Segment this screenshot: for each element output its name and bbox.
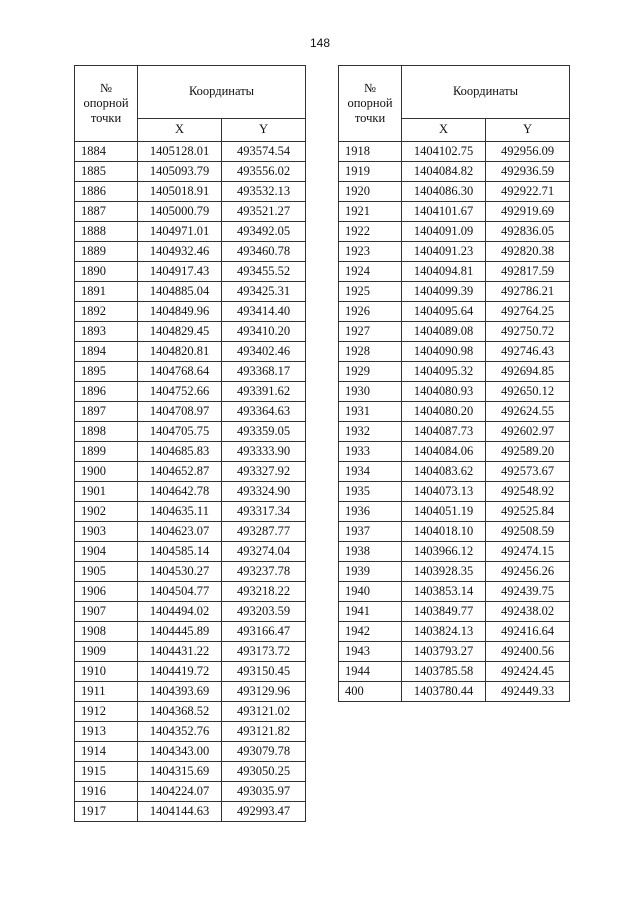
table-row bbox=[339, 162, 570, 182]
y-coordinate-cell: 492750.72 bbox=[486, 322, 570, 342]
table-row bbox=[339, 262, 570, 282]
header-point-number-text: № опорной точки bbox=[347, 81, 393, 125]
coordinates-table-right bbox=[338, 65, 570, 702]
y-coordinate-cell: 492820.38 bbox=[486, 242, 570, 262]
point-number-cell: 1927 bbox=[339, 322, 402, 342]
x-coordinate-cell: 1403849.77 bbox=[402, 602, 486, 622]
x-coordinate-cell: 1404089.08 bbox=[402, 322, 486, 342]
header-point-number bbox=[75, 66, 138, 142]
y-coordinate-cell: 493324.90 bbox=[222, 482, 306, 502]
point-number-cell: 1910 bbox=[75, 662, 138, 682]
table-row bbox=[75, 542, 306, 562]
x-coordinate-cell: 1404652.87 bbox=[138, 462, 222, 482]
table-row bbox=[75, 782, 306, 802]
table-row bbox=[75, 482, 306, 502]
table-row bbox=[75, 342, 306, 362]
table-row bbox=[75, 362, 306, 382]
y-coordinate-cell: 493532.13 bbox=[222, 182, 306, 202]
y-coordinate-cell: 493287.77 bbox=[222, 522, 306, 542]
x-coordinate-cell: 1404635.11 bbox=[138, 502, 222, 522]
y-coordinate-cell: 493402.46 bbox=[222, 342, 306, 362]
y-coordinate-cell: 493327.92 bbox=[222, 462, 306, 482]
y-coordinate-cell: 492439.75 bbox=[486, 582, 570, 602]
point-number-cell: 1937 bbox=[339, 522, 402, 542]
y-coordinate-cell: 493425.31 bbox=[222, 282, 306, 302]
point-number-cell: 1944 bbox=[339, 662, 402, 682]
table-row bbox=[75, 642, 306, 662]
x-coordinate-cell: 1404393.69 bbox=[138, 682, 222, 702]
point-number-cell: 1899 bbox=[75, 442, 138, 462]
table-row bbox=[339, 682, 570, 702]
x-coordinate-cell: 1404932.46 bbox=[138, 242, 222, 262]
point-number-cell: 1891 bbox=[75, 282, 138, 302]
table-row bbox=[75, 462, 306, 482]
x-coordinate-cell: 1404494.02 bbox=[138, 602, 222, 622]
x-coordinate-cell: 1404101.67 bbox=[402, 202, 486, 222]
point-number-cell: 1892 bbox=[75, 302, 138, 322]
y-coordinate-cell: 493410.20 bbox=[222, 322, 306, 342]
y-coordinate-cell: 493359.05 bbox=[222, 422, 306, 442]
x-coordinate-cell: 1403780.44 bbox=[402, 682, 486, 702]
x-coordinate-cell: 1404705.75 bbox=[138, 422, 222, 442]
x-coordinate-cell: 1404368.52 bbox=[138, 702, 222, 722]
y-coordinate-cell: 492474.15 bbox=[486, 542, 570, 562]
table-row bbox=[75, 162, 306, 182]
table-row bbox=[75, 502, 306, 522]
point-number-cell: 1908 bbox=[75, 622, 138, 642]
point-number-cell: 1929 bbox=[339, 362, 402, 382]
table-row bbox=[75, 762, 306, 782]
y-coordinate-cell: 492508.59 bbox=[486, 522, 570, 542]
point-number-cell: 1896 bbox=[75, 382, 138, 402]
point-number-cell: 1920 bbox=[339, 182, 402, 202]
y-coordinate-cell: 493173.72 bbox=[222, 642, 306, 662]
point-number-cell: 1911 bbox=[75, 682, 138, 702]
point-number-cell: 1884 bbox=[75, 142, 138, 162]
x-coordinate-cell: 1404091.23 bbox=[402, 242, 486, 262]
x-coordinate-cell: 1404343.00 bbox=[138, 742, 222, 762]
table-row bbox=[75, 722, 306, 742]
table-row bbox=[75, 582, 306, 602]
y-coordinate-cell: 493492.05 bbox=[222, 222, 306, 242]
x-coordinate-cell: 1404315.69 bbox=[138, 762, 222, 782]
x-coordinate-cell: 1404419.72 bbox=[138, 662, 222, 682]
x-coordinate-cell: 1404095.32 bbox=[402, 362, 486, 382]
x-coordinate-cell: 1404708.97 bbox=[138, 402, 222, 422]
y-coordinate-cell: 493460.78 bbox=[222, 242, 306, 262]
table-row bbox=[339, 462, 570, 482]
point-number-cell: 1890 bbox=[75, 262, 138, 282]
x-coordinate-cell: 1404018.10 bbox=[402, 522, 486, 542]
y-coordinate-cell: 492573.67 bbox=[486, 462, 570, 482]
y-coordinate-cell: 493333.90 bbox=[222, 442, 306, 462]
x-coordinate-cell: 1405000.79 bbox=[138, 202, 222, 222]
x-coordinate-cell: 1404849.96 bbox=[138, 302, 222, 322]
x-coordinate-cell: 1404051.19 bbox=[402, 502, 486, 522]
point-number-cell: 1939 bbox=[339, 562, 402, 582]
header-coordinates: Координаты bbox=[402, 66, 570, 119]
point-number-cell: 1907 bbox=[75, 602, 138, 622]
x-coordinate-cell: 1404073.13 bbox=[402, 482, 486, 502]
table-row bbox=[75, 242, 306, 262]
y-coordinate-cell: 493274.04 bbox=[222, 542, 306, 562]
point-number-cell: 400 bbox=[339, 682, 402, 702]
x-coordinate-cell: 1403793.27 bbox=[402, 642, 486, 662]
point-number-cell: 1889 bbox=[75, 242, 138, 262]
point-number-cell: 1917 bbox=[75, 802, 138, 822]
y-coordinate-cell: 493521.27 bbox=[222, 202, 306, 222]
y-coordinate-cell: 493035.97 bbox=[222, 782, 306, 802]
table-row bbox=[75, 562, 306, 582]
x-coordinate-cell: 1404431.22 bbox=[138, 642, 222, 662]
x-coordinate-cell: 1404820.81 bbox=[138, 342, 222, 362]
point-number-cell: 1915 bbox=[75, 762, 138, 782]
x-coordinate-cell: 1404090.98 bbox=[402, 342, 486, 362]
point-number-cell: 1894 bbox=[75, 342, 138, 362]
point-number-cell: 1935 bbox=[339, 482, 402, 502]
table-row bbox=[339, 502, 570, 522]
table-row bbox=[339, 542, 570, 562]
y-coordinate-cell: 492956.09 bbox=[486, 142, 570, 162]
point-number-cell: 1900 bbox=[75, 462, 138, 482]
table-row bbox=[75, 302, 306, 322]
point-number-cell: 1893 bbox=[75, 322, 138, 342]
table-row bbox=[339, 642, 570, 662]
table-row bbox=[339, 602, 570, 622]
y-coordinate-cell: 492836.05 bbox=[486, 222, 570, 242]
y-coordinate-cell: 493121.82 bbox=[222, 722, 306, 742]
y-coordinate-cell: 493556.02 bbox=[222, 162, 306, 182]
table-row bbox=[75, 682, 306, 702]
y-coordinate-cell: 493203.59 bbox=[222, 602, 306, 622]
x-coordinate-cell: 1403966.12 bbox=[402, 542, 486, 562]
y-coordinate-cell: 492456.26 bbox=[486, 562, 570, 582]
point-number-cell: 1885 bbox=[75, 162, 138, 182]
y-coordinate-cell: 493317.34 bbox=[222, 502, 306, 522]
y-coordinate-cell: 492525.84 bbox=[486, 502, 570, 522]
y-coordinate-cell: 493237.78 bbox=[222, 562, 306, 582]
y-coordinate-cell: 492449.33 bbox=[486, 682, 570, 702]
x-coordinate-cell: 1404530.27 bbox=[138, 562, 222, 582]
x-coordinate-cell: 1404091.09 bbox=[402, 222, 486, 242]
table-row bbox=[75, 402, 306, 422]
table-row bbox=[339, 622, 570, 642]
table-row bbox=[339, 222, 570, 242]
x-coordinate-cell: 1404099.39 bbox=[402, 282, 486, 302]
x-coordinate-cell: 1403785.58 bbox=[402, 662, 486, 682]
y-coordinate-cell: 492438.02 bbox=[486, 602, 570, 622]
table-row bbox=[339, 142, 570, 162]
x-coordinate-cell: 1404102.75 bbox=[402, 142, 486, 162]
point-number-cell: 1901 bbox=[75, 482, 138, 502]
header-y: Y bbox=[222, 118, 306, 141]
x-coordinate-cell: 1403824.13 bbox=[402, 622, 486, 642]
y-coordinate-cell: 493368.17 bbox=[222, 362, 306, 382]
table-row bbox=[75, 382, 306, 402]
point-number-cell: 1933 bbox=[339, 442, 402, 462]
table-row bbox=[339, 242, 570, 262]
y-coordinate-cell: 493391.62 bbox=[222, 382, 306, 402]
point-number-cell: 1902 bbox=[75, 502, 138, 522]
x-coordinate-cell: 1405093.79 bbox=[138, 162, 222, 182]
x-coordinate-cell: 1404971.01 bbox=[138, 222, 222, 242]
y-coordinate-cell: 493121.02 bbox=[222, 702, 306, 722]
y-coordinate-cell: 492400.56 bbox=[486, 642, 570, 662]
point-number-cell: 1903 bbox=[75, 522, 138, 542]
table-body-left bbox=[75, 142, 306, 822]
point-number-cell: 1897 bbox=[75, 402, 138, 422]
table-row bbox=[75, 182, 306, 202]
table-row bbox=[75, 142, 306, 162]
header-point-number bbox=[339, 66, 402, 142]
point-number-cell: 1906 bbox=[75, 582, 138, 602]
table-row bbox=[75, 602, 306, 622]
table-row bbox=[339, 482, 570, 502]
x-coordinate-cell: 1405128.01 bbox=[138, 142, 222, 162]
point-number-cell: 1898 bbox=[75, 422, 138, 442]
table-row bbox=[75, 422, 306, 442]
y-coordinate-cell: 492650.12 bbox=[486, 382, 570, 402]
y-coordinate-cell: 492624.55 bbox=[486, 402, 570, 422]
table-row bbox=[339, 342, 570, 362]
page-number: 148 bbox=[309, 36, 331, 50]
y-coordinate-cell: 492424.45 bbox=[486, 662, 570, 682]
point-number-cell: 1923 bbox=[339, 242, 402, 262]
y-coordinate-cell: 493079.78 bbox=[222, 742, 306, 762]
point-number-cell: 1922 bbox=[339, 222, 402, 242]
point-number-cell: 1887 bbox=[75, 202, 138, 222]
point-number-cell: 1895 bbox=[75, 362, 138, 382]
x-coordinate-cell: 1404752.66 bbox=[138, 382, 222, 402]
x-coordinate-cell: 1404086.30 bbox=[402, 182, 486, 202]
y-coordinate-cell: 492548.92 bbox=[486, 482, 570, 502]
y-coordinate-cell: 492694.85 bbox=[486, 362, 570, 382]
x-coordinate-cell: 1404094.81 bbox=[402, 262, 486, 282]
table-row bbox=[75, 742, 306, 762]
point-number-cell: 1886 bbox=[75, 182, 138, 202]
table-body-right bbox=[339, 142, 570, 702]
point-number-cell: 1940 bbox=[339, 582, 402, 602]
x-coordinate-cell: 1404623.07 bbox=[138, 522, 222, 542]
table-row bbox=[75, 522, 306, 542]
table-row bbox=[339, 362, 570, 382]
y-coordinate-cell: 492416.64 bbox=[486, 622, 570, 642]
point-number-cell: 1918 bbox=[339, 142, 402, 162]
point-number-cell: 1921 bbox=[339, 202, 402, 222]
point-number-cell: 1912 bbox=[75, 702, 138, 722]
x-coordinate-cell: 1404080.20 bbox=[402, 402, 486, 422]
point-number-cell: 1934 bbox=[339, 462, 402, 482]
table-row bbox=[75, 202, 306, 222]
table-row bbox=[339, 202, 570, 222]
header-x: X bbox=[402, 118, 486, 141]
x-coordinate-cell: 1404768.64 bbox=[138, 362, 222, 382]
x-coordinate-cell: 1404084.06 bbox=[402, 442, 486, 462]
x-coordinate-cell: 1404224.07 bbox=[138, 782, 222, 802]
coordinates-table-left bbox=[74, 65, 306, 822]
header-y: Y bbox=[486, 118, 570, 141]
point-number-cell: 1905 bbox=[75, 562, 138, 582]
table-row bbox=[75, 282, 306, 302]
table-row bbox=[339, 422, 570, 442]
y-coordinate-cell: 493574.54 bbox=[222, 142, 306, 162]
y-coordinate-cell: 492602.97 bbox=[486, 422, 570, 442]
table-row bbox=[339, 282, 570, 302]
y-coordinate-cell: 492993.47 bbox=[222, 802, 306, 822]
table-row bbox=[339, 582, 570, 602]
table-row bbox=[75, 622, 306, 642]
y-coordinate-cell: 493150.45 bbox=[222, 662, 306, 682]
table-row bbox=[75, 702, 306, 722]
point-number-cell: 1930 bbox=[339, 382, 402, 402]
point-number-cell: 1926 bbox=[339, 302, 402, 322]
x-coordinate-cell: 1404352.76 bbox=[138, 722, 222, 742]
point-number-cell: 1909 bbox=[75, 642, 138, 662]
y-coordinate-cell: 493166.47 bbox=[222, 622, 306, 642]
header-point-number-text: № опорной точки bbox=[83, 81, 129, 125]
x-coordinate-cell: 1404144.63 bbox=[138, 802, 222, 822]
y-coordinate-cell: 493364.63 bbox=[222, 402, 306, 422]
table-row bbox=[75, 802, 306, 822]
point-number-cell: 1919 bbox=[339, 162, 402, 182]
y-coordinate-cell: 492936.59 bbox=[486, 162, 570, 182]
y-coordinate-cell: 493218.22 bbox=[222, 582, 306, 602]
point-number-cell: 1888 bbox=[75, 222, 138, 242]
x-coordinate-cell: 1404917.43 bbox=[138, 262, 222, 282]
header-coordinates: Координаты bbox=[138, 66, 306, 119]
table-row bbox=[339, 402, 570, 422]
y-coordinate-cell: 493129.96 bbox=[222, 682, 306, 702]
y-coordinate-cell: 492589.20 bbox=[486, 442, 570, 462]
table-row bbox=[339, 522, 570, 542]
point-number-cell: 1931 bbox=[339, 402, 402, 422]
y-coordinate-cell: 492919.69 bbox=[486, 202, 570, 222]
point-number-cell: 1904 bbox=[75, 542, 138, 562]
y-coordinate-cell: 492746.43 bbox=[486, 342, 570, 362]
x-coordinate-cell: 1404885.04 bbox=[138, 282, 222, 302]
table-row bbox=[75, 222, 306, 242]
point-number-cell: 1924 bbox=[339, 262, 402, 282]
table-row bbox=[339, 182, 570, 202]
table-row bbox=[75, 322, 306, 342]
point-number-cell: 1916 bbox=[75, 782, 138, 802]
x-coordinate-cell: 1404445.89 bbox=[138, 622, 222, 642]
y-coordinate-cell: 493050.25 bbox=[222, 762, 306, 782]
point-number-cell: 1942 bbox=[339, 622, 402, 642]
table-row bbox=[75, 442, 306, 462]
x-coordinate-cell: 1404095.64 bbox=[402, 302, 486, 322]
point-number-cell: 1936 bbox=[339, 502, 402, 522]
x-coordinate-cell: 1404585.14 bbox=[138, 542, 222, 562]
x-coordinate-cell: 1404084.82 bbox=[402, 162, 486, 182]
table-row bbox=[339, 302, 570, 322]
table-row bbox=[339, 322, 570, 342]
point-number-cell: 1938 bbox=[339, 542, 402, 562]
y-coordinate-cell: 492764.25 bbox=[486, 302, 570, 322]
point-number-cell: 1928 bbox=[339, 342, 402, 362]
x-coordinate-cell: 1404083.62 bbox=[402, 462, 486, 482]
table-row bbox=[339, 442, 570, 462]
x-coordinate-cell: 1403853.14 bbox=[402, 582, 486, 602]
x-coordinate-cell: 1404829.45 bbox=[138, 322, 222, 342]
point-number-cell: 1914 bbox=[75, 742, 138, 762]
x-coordinate-cell: 1404504.77 bbox=[138, 582, 222, 602]
point-number-cell: 1913 bbox=[75, 722, 138, 742]
table-row bbox=[339, 662, 570, 682]
header-x: X bbox=[138, 118, 222, 141]
x-coordinate-cell: 1403928.35 bbox=[402, 562, 486, 582]
point-number-cell: 1932 bbox=[339, 422, 402, 442]
y-coordinate-cell: 493455.52 bbox=[222, 262, 306, 282]
x-coordinate-cell: 1404685.83 bbox=[138, 442, 222, 462]
point-number-cell: 1943 bbox=[339, 642, 402, 662]
table-row bbox=[339, 562, 570, 582]
y-coordinate-cell: 492817.59 bbox=[486, 262, 570, 282]
point-number-cell: 1925 bbox=[339, 282, 402, 302]
point-number-cell: 1941 bbox=[339, 602, 402, 622]
x-coordinate-cell: 1405018.91 bbox=[138, 182, 222, 202]
table-row bbox=[75, 662, 306, 682]
x-coordinate-cell: 1404642.78 bbox=[138, 482, 222, 502]
x-coordinate-cell: 1404080.93 bbox=[402, 382, 486, 402]
x-coordinate-cell: 1404087.73 bbox=[402, 422, 486, 442]
table-row bbox=[75, 262, 306, 282]
table-row bbox=[339, 382, 570, 402]
y-coordinate-cell: 492922.71 bbox=[486, 182, 570, 202]
y-coordinate-cell: 492786.21 bbox=[486, 282, 570, 302]
y-coordinate-cell: 493414.40 bbox=[222, 302, 306, 322]
